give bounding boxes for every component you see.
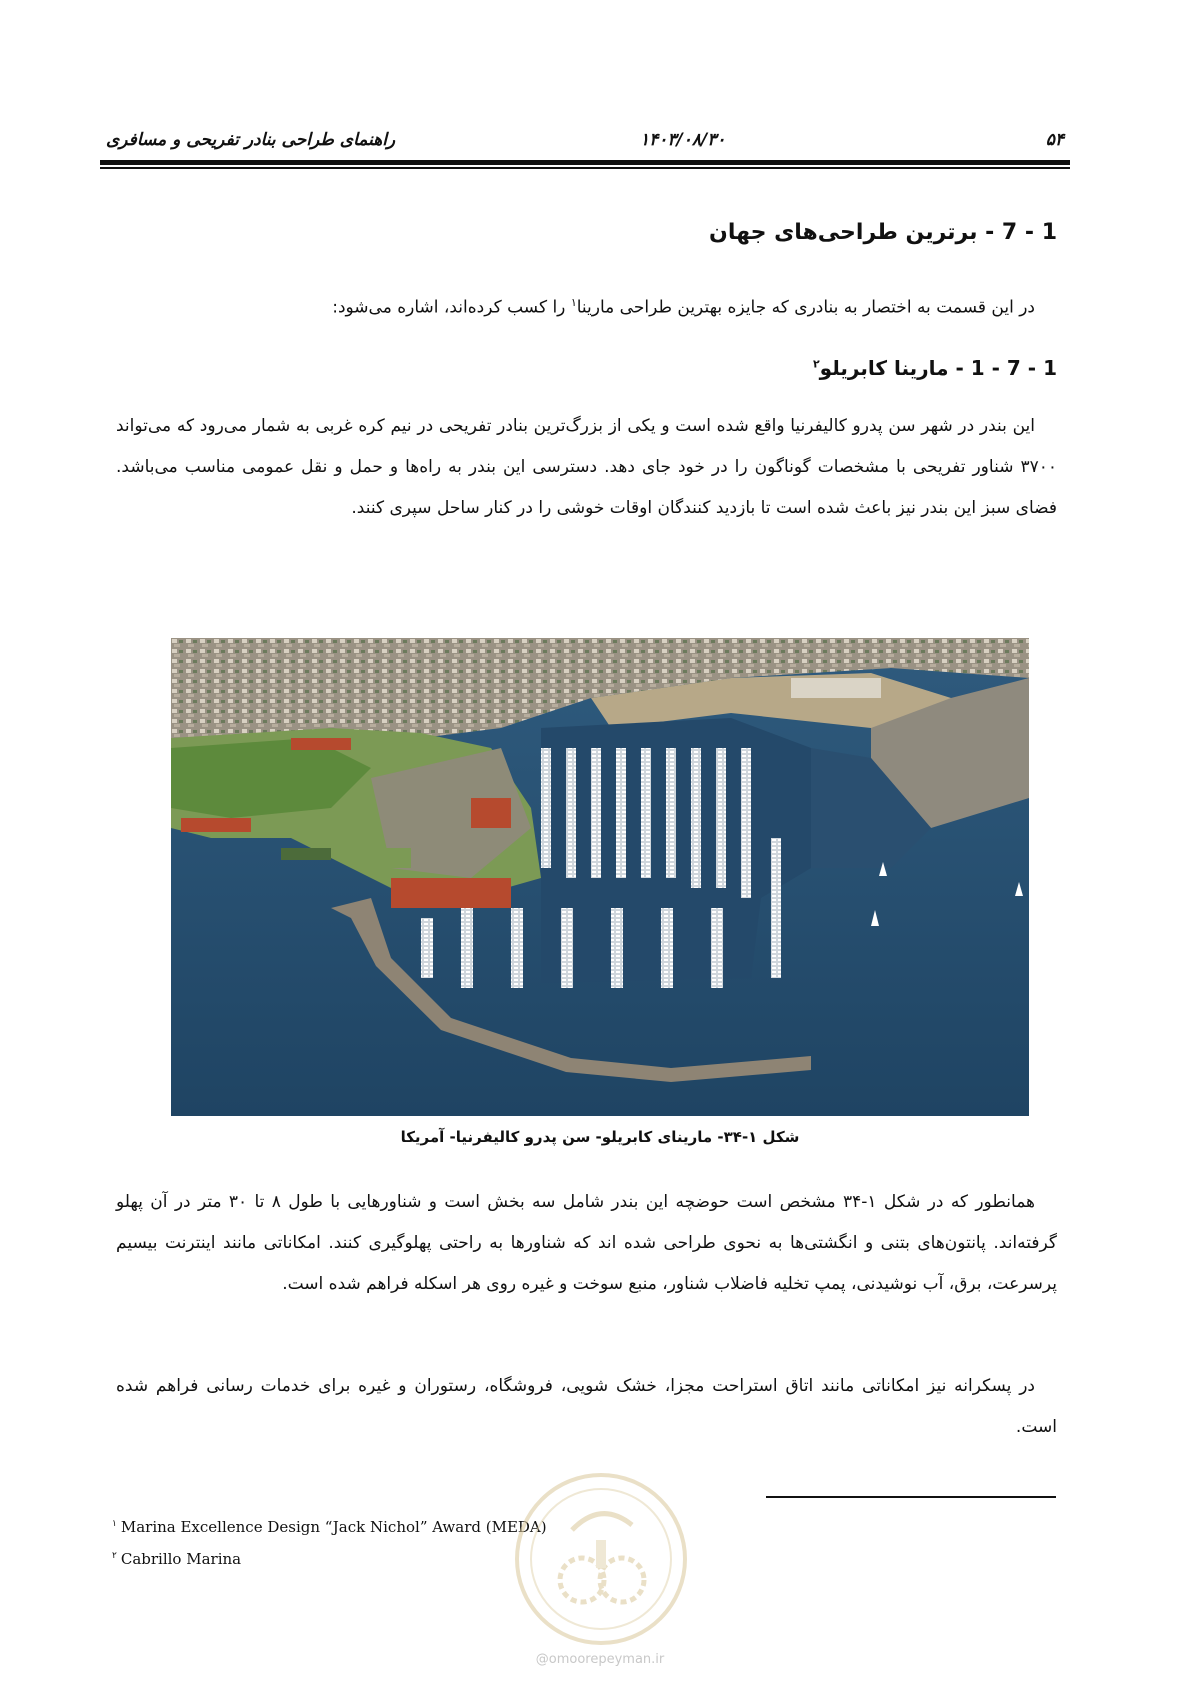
footnote-separator (766, 1496, 1056, 1498)
footnote-1-text: Marina Excellence Design “Jack Nichol” Award (MEDA) (120, 1518, 547, 1536)
watermark-url: @omoorepeyman.ir (535, 1652, 665, 1667)
subsection-heading (813, 356, 1057, 380)
intro-text: در این قسمت به اختصار به بنادری که جایزه بهترین طراحی مارینا (576, 297, 1035, 318)
page-number: ۵۴ (1045, 130, 1064, 150)
footnotes (112, 1510, 547, 1574)
footnote-ref-2[interactable]: ۲ (812, 357, 820, 371)
footnote-2-marker: ۲ (112, 1551, 117, 1561)
footnote-1 (112, 1510, 547, 1542)
watermark-seal-icon (512, 1470, 690, 1648)
section-heading: 1 - 7 - برترین طراحی‌های جهان (709, 220, 1057, 245)
footnote-1-marker: ۱ (112, 1519, 117, 1529)
section-intro (116, 282, 1057, 329)
intro-text-end: را کسب کرده‌اند، اشاره می‌شود: (332, 297, 571, 318)
page-header (100, 118, 1070, 162)
footnote-ref-1[interactable]: ۱ (570, 296, 577, 309)
footnote-2-text: Cabrillo Marina (120, 1550, 242, 1568)
header-title: راهنمای طراحی بنادر تفریحی و مسافری (106, 130, 396, 150)
header-date: ۱۴۰۳/۰۸/۳۰ (640, 130, 726, 150)
subsection-paragraph: این بندر در شهر سن پدرو کالیفرنیا واقع شده است و یکی از بزرگ‌ترین بنادر تفریحی در نیم کره غربی به شمار می‌رود که می‌تواند ۳۷۰۰ شناور تفریحی با مشخصات گوناگون را در خود جای دهد. دسترسی این بندر به راه‌ها و حمل و نقل عمومی مناسب می‌باشد. فضای سبز این بندر نیز باعث شده است تا بازدید کنندگان اوقات خوشی را در کنار ساحل سپری کنند. (116, 416, 1057, 518)
header-rule-thick (100, 160, 1070, 165)
marina-aerial-photo (171, 638, 1029, 1116)
footnote-2 (112, 1542, 547, 1574)
subsection-heading-text: 1 - 7 - 1 - مارینا کابریلو (819, 356, 1057, 380)
figure-caption: شکل ۱-۳۴- مارینای کابریلو- سن پدرو کالیفرنیا- آمریکا (400, 1128, 800, 1146)
body-paragraph-1: همانطور که در شکل ۱-۳۴ مشخص است حوضچه این بندر شامل سه بخش است و شناورهایی با طول ۸ تا ۳۰ متر در آن پهلو گرفته‌اند. پانتون‌های بتنی و انگشتی‌ها به نحوی طراحی شده اند که شناورها به راحتی پهلوگیری کنند. امکاناتی مانند اینترنت بیسیم پرسرعت، برق، آب نوشیدنی، پمپ تخلیه فاضلاب شناور، منبع سوخت و غیره روی هر اسکله فراهم شده است. (116, 1192, 1057, 1294)
body-paragraph-2: در پسکرانه نیز امکاناتی مانند اتاق استراحت مجزا، خشک شویی، فروشگاه، رستوران و غیره برای خدمات رسانی فراهم شده است. (116, 1376, 1057, 1437)
header-rule-thin (100, 167, 1070, 169)
